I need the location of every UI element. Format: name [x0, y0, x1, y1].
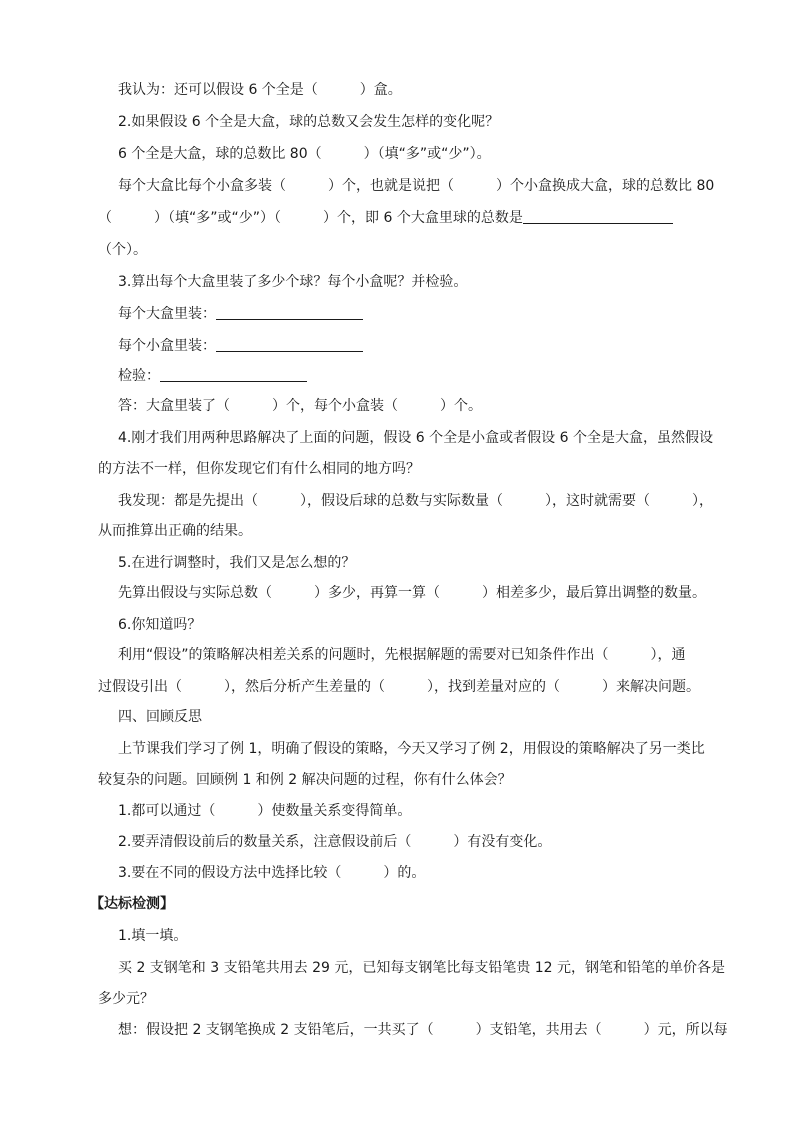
question-4: 4.刚才我们用两种思路解决了上面的问题，假设 6 个全是小盒或者假设 6 个全是大盒，虽然假设 [118, 430, 713, 446]
review-intro-cont: 较复杂的问题。回顾例 1 和例 2 解决问题的过程，你有什么体会？ [98, 772, 512, 788]
check-label: 检验： [118, 368, 160, 384]
know-fill: 利用“假设”的策略解决相差关系的问题时，先根据解题的需要对已知条件作出（ ），通 [118, 647, 686, 663]
answer-blank-line [523, 209, 673, 224]
unit-suffix: （个）。 [98, 242, 147, 258]
pen-problem-cont: 多少元？ [98, 991, 154, 1007]
review-intro: 上节课我们学习了例 1，明确了假设的策略，今天又学习了例 2，用假设的策略解决了另一类比 [118, 741, 705, 757]
fill-prompt-small-box: 我认为：还可以假设 6 个全是（ ）盒。 [118, 82, 402, 98]
small-box-label: 每个小盒里装： [118, 338, 216, 354]
review-point-3: 3.要在不同的假设方法中选择比较（ ）的。 [118, 865, 426, 881]
question-6: 6.你知道吗？ [118, 617, 202, 633]
question-4-cont: 的方法不一样，但你发现它们有什么相同的地方吗？ [98, 461, 420, 477]
review-point-2: 2.要弄清假设前后的数量关系，注意假设前后（ ）有没有变化。 [118, 834, 552, 850]
fill-box-difference: 每个大盒比每个小盒多装（ ）个，也就是说把（ ）个小盒换成大盒，球的总数比 80 [118, 178, 715, 194]
fill-big-box-compare: 6 个全是大盒，球的总数比 80（ ）（填“多”或“少”）。 [118, 146, 491, 162]
adjust-fill: 先算出假设与实际总数（ ）多少，再算一算（ ）相差多少，最后算出调整的数量。 [118, 585, 706, 601]
answer-blank-line [216, 337, 363, 352]
fill-total-big-boxes [98, 208, 794, 228]
pen-problem: 买 2 支钢笔和 3 支铅笔共用去 29 元，已知每支钢笔比每支铅笔贵 12 元，钢笔和铅笔的单价各是 [118, 960, 726, 976]
know-fill-cont: 过假设引出（ ），然后分析产生差量的（ ），找到差量对应的（ ）来解决问题。 [98, 679, 700, 695]
section-heading-test: 【达标检测】 [90, 896, 174, 912]
discovery-fill-cont: 从而推算出正确的结果。 [98, 523, 252, 539]
answer-statement: 答：大盒里装了（ ）个，每个小盒装（ ）个。 [118, 398, 482, 414]
big-box-answer-row [118, 304, 794, 324]
question-5: 5.在进行调整时，我们又是怎么想的？ [118, 555, 356, 571]
discovery-fill: 我发现：都是先提出（ ），假设后球的总数与实际数量（ ），这时就需要（ ）， [118, 493, 713, 509]
answer-blank-line [216, 305, 363, 320]
question-3: 3.算出每个大盒里装了多少个球？每个小盒呢？并检验。 [118, 274, 468, 290]
test-question-1: 1.填一填。 [118, 928, 188, 944]
answer-blank-line [160, 367, 307, 382]
fill-total-big-boxes-text: （ ）（填“多”或“少”）（ ）个，即 6 个大盒里球的总数是 [98, 210, 523, 226]
section-heading-review: 四、回顾反思 [118, 709, 202, 725]
big-box-label: 每个大盒里装： [118, 306, 216, 322]
pen-problem-think: 想：假设把 2 支钢笔换成 2 支铅笔后，一共买了（ ）支铅笔，共用去（ ）元，所以每 [118, 1022, 728, 1038]
question-2: 2.如果假设 6 个全是大盒，球的总数又会发生怎样的变化呢？ [118, 114, 500, 130]
review-point-1: 1.都可以通过（ ）使数量关系变得简单。 [118, 803, 412, 819]
small-box-answer-row [118, 336, 794, 356]
check-answer-row [118, 366, 794, 386]
